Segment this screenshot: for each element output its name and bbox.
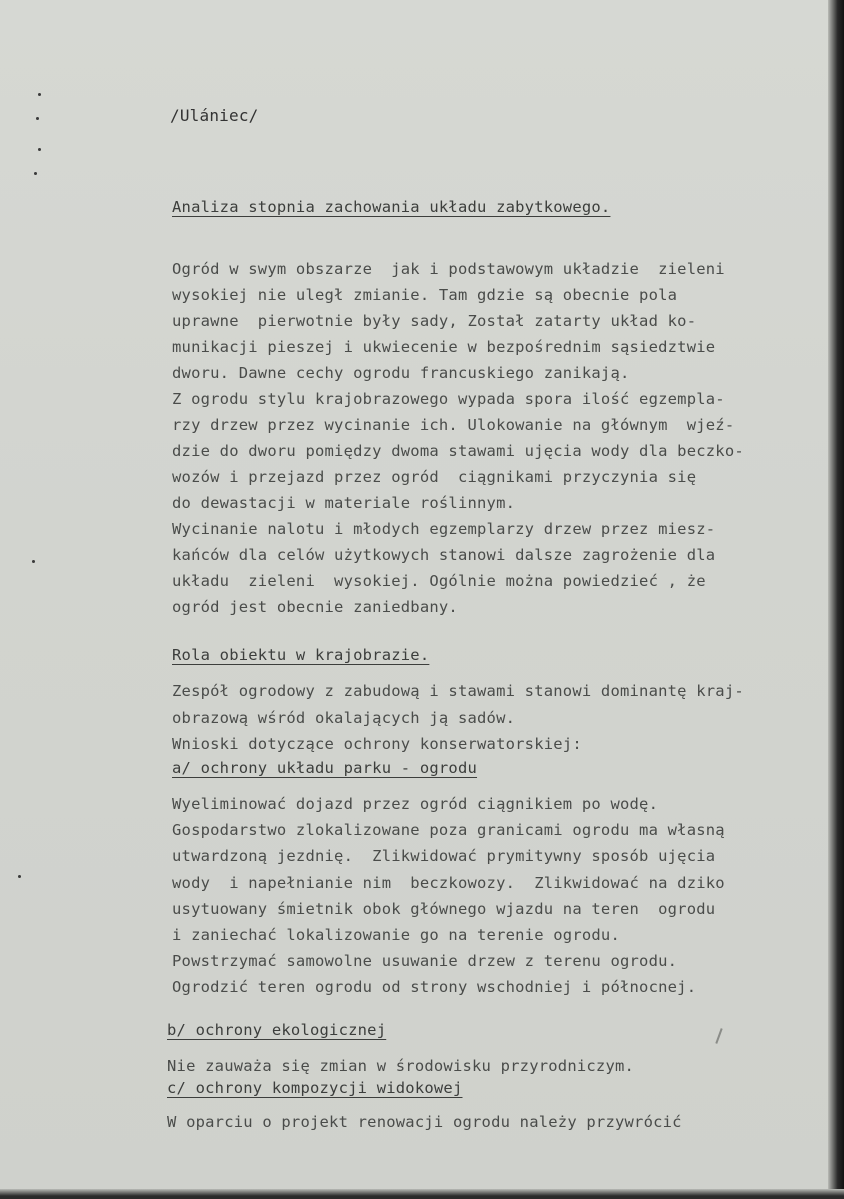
text-line: Wnioski dotyczące ochrony konserwatorskiej:	[172, 735, 582, 753]
text-line: Ogrodzić teren ogrodu od strony wschodniej i północnej.	[172, 978, 697, 997]
text-line: Powstrzymać samowolne usuwanie drzew z terenu ogrodu.	[172, 952, 678, 971]
text-line: munikacji pieszej i ukwiecenie w bezpośrednim sąsiedztwie	[172, 338, 716, 356]
text-line: Gospodarstwo zlokalizowane poza granicami ogrodu ma własną	[172, 821, 725, 840]
margin-mark	[18, 875, 21, 878]
page-edge	[828, 0, 844, 1199]
document-reference: /Ulániec/	[170, 106, 259, 125]
section-heading: c/ ochrony kompozycji widokowej	[167, 1079, 463, 1097]
text-line: dzie do dworu pomiędzy dwoma stawami ujęcia wody dla beczko-	[172, 442, 744, 460]
text-line: kańców dla celów użytkowych stanowi dalsze zagrożenie dla	[172, 546, 716, 564]
text-line: rzy drzew przez wycinanie ich. Ulokowanie na głównym wjeź-	[172, 416, 735, 434]
text-line: usytuowany śmietnik obok głównego wjazdu na teren ogrodu	[172, 899, 716, 918]
text-line: Wycinanie nalotu i młodych egzemplarzy drzew przez miesz-	[172, 520, 716, 538]
pen-mark	[715, 1028, 722, 1044]
text-line: i zaniechać lokalizowanie go na terenie ogrodu.	[172, 926, 620, 944]
text-line: uprawne pierwotnie były sady, Został zatarty układ ko-	[172, 312, 697, 330]
margin-mark	[32, 560, 35, 563]
text-line: Zespół ogrodowy z zabudową i stawami stanowi dominantę kraj-	[172, 682, 744, 700]
text-line: do dewastacji w materiale roślinnym.	[172, 494, 516, 512]
page-edge	[0, 1189, 844, 1199]
text-line: dworu. Dawne cechy ogrodu francuskiego zanikają.	[172, 364, 630, 382]
margin-mark	[38, 148, 41, 151]
text-line: W oparciu o projekt renowacji ogrodu należy przywrócić	[167, 1113, 682, 1131]
section-heading: b/ ochrony ekologicznej	[167, 1021, 387, 1039]
text-line: Nie zauważa się zmian w środowisku przyrodniczym.	[167, 1057, 635, 1075]
text-line: wysokiej nie uległ zmianie. Tam gdzie są obecnie pola	[172, 286, 678, 304]
text-line: wozów i przejazd przez ogród ciągnikami przyczynia się	[172, 468, 697, 486]
section-heading: a/ ochrony układu parku - ogrodu	[172, 759, 478, 777]
text-line: wody i napełnianie nim beczkowozy. Zlikwidować na dziko	[172, 873, 725, 892]
margin-mark	[34, 172, 37, 175]
margin-mark	[38, 93, 41, 96]
text-line: utwardzoną jezdnię. Zlikwidować prymitywny sposób ujęcia	[172, 847, 716, 866]
text-line: układu zieleni wysokiej. Ogólnie można powiedzieć , że	[172, 572, 706, 590]
text-line: Ogród w swym obszarze jak i podstawowym układzie zieleni	[172, 260, 725, 278]
section-heading: Rola obiektu w krajobrazie.	[172, 646, 430, 664]
text-line: obrazową wśród okalających ją sadów.	[172, 708, 516, 727]
text-line: Wyeliminować dojazd przez ogród ciągnikiem po wodę.	[172, 795, 659, 813]
text-line: ogród jest obecnie zaniedbany.	[172, 598, 458, 616]
text-line: Z ogrodu stylu krajobrazowego wypada spora ilość egzempla-	[172, 390, 725, 408]
section-heading: Analiza stopnia zachowania układu zabytkowego.	[172, 198, 611, 216]
margin-mark	[36, 117, 39, 120]
